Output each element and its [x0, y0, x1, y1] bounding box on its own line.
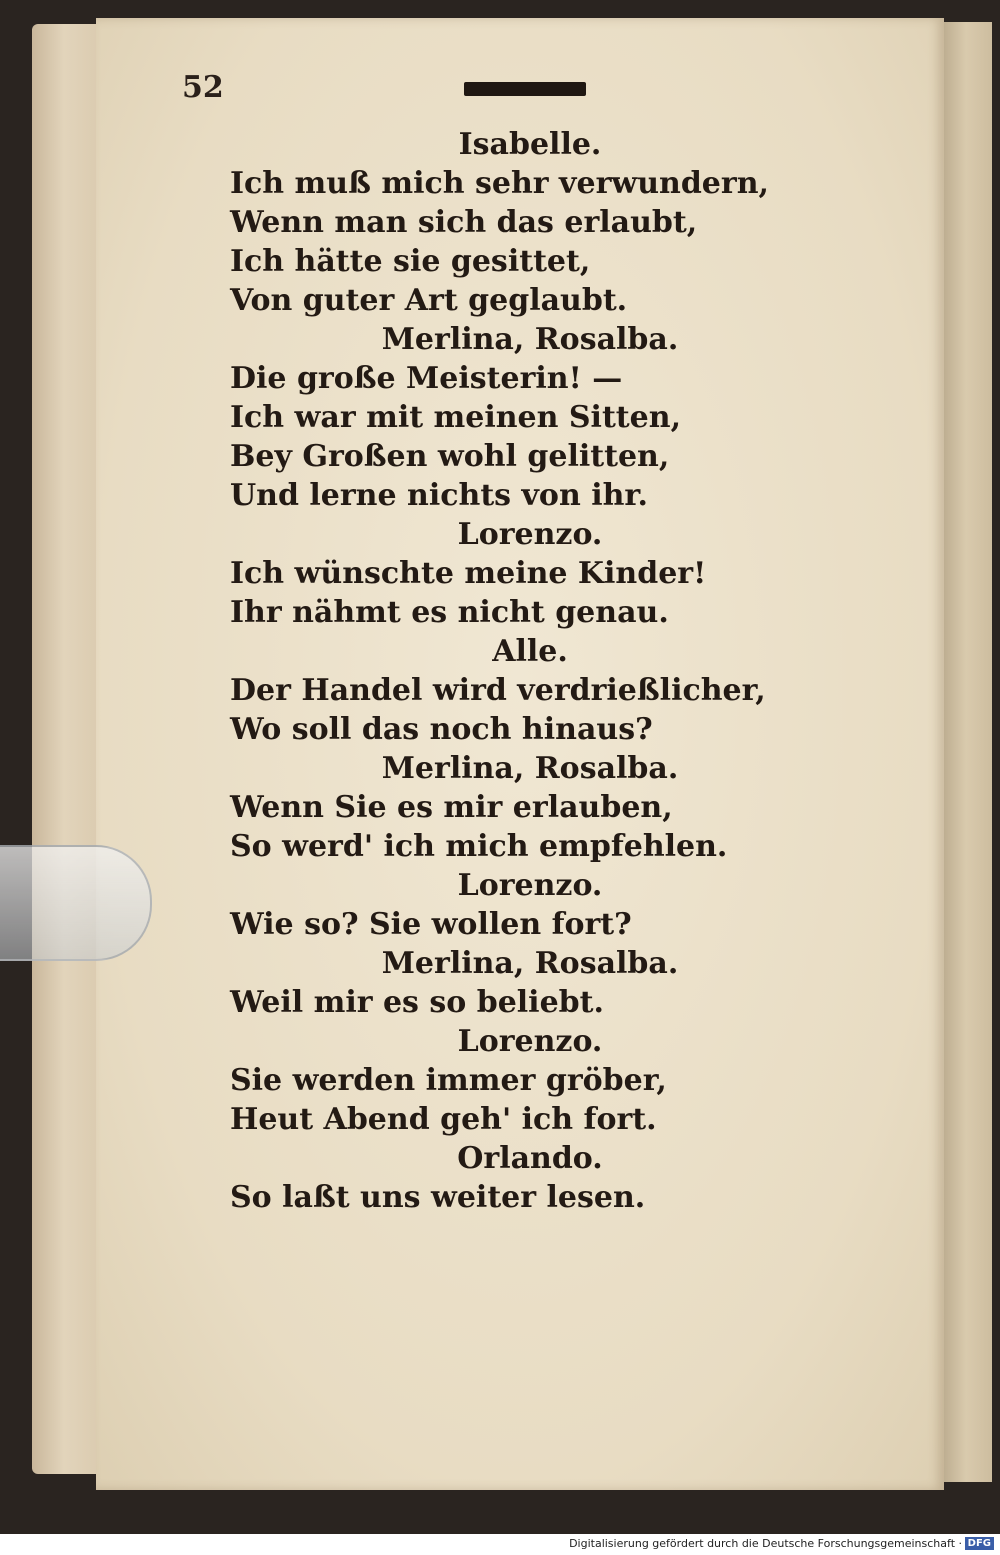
speaker-name: Merlina, Rosalba. — [381, 322, 679, 357]
verse-line: Ihr nähmt es nicht genau. — [230, 595, 669, 630]
funding-credit: Digitalisierung gefördert durch die Deutsche Forschungsgemeinschaft · — [569, 1537, 962, 1550]
verse-line: Der Handel wird verdrießlicher, — [230, 673, 766, 708]
verse-line: Weil mir es so beliebt. — [230, 985, 604, 1020]
speaker-name: Lorenzo. — [457, 1024, 603, 1059]
speaker-name: Isabelle. — [458, 127, 602, 162]
verse-line: Ich wünschte meine Kinder! — [230, 556, 707, 591]
verse-line: So laßt uns weiter lesen. — [230, 1180, 646, 1215]
verse-line: Ich hätte sie gesittet, — [230, 244, 591, 279]
verse-line: Die große Meisterin! — — [230, 361, 623, 396]
verse-line: So werd' ich mich empfehlen. — [230, 829, 728, 864]
verse-line: Von guter Art geglaubt. — [230, 283, 628, 318]
play-text — [230, 125, 790, 1217]
book-clip — [0, 845, 152, 961]
speaker-name: Orlando. — [457, 1141, 603, 1176]
verse-line: Wenn man sich das erlaubt, — [230, 205, 698, 240]
page-number: 52 — [182, 70, 224, 105]
verse-line: Wo soll das noch hinaus? — [230, 712, 653, 747]
header-rule — [464, 82, 586, 96]
verse-line: Wenn Sie es mir erlauben, — [230, 790, 673, 825]
verse-line: Wie so? Sie wollen fort? — [230, 907, 632, 942]
speaker-name: Merlina, Rosalba. — [381, 946, 679, 981]
speaker-name: Lorenzo. — [457, 517, 603, 552]
speaker-name: Alle. — [492, 634, 568, 669]
facing-page-edge — [940, 22, 992, 1482]
verse-line: Ich muß mich sehr verwundern, — [230, 166, 769, 201]
verse-line: Bey Großen wohl gelitten, — [230, 439, 670, 474]
speaker-name: Merlina, Rosalba. — [381, 751, 679, 786]
verse-line: Heut Abend geh' ich fort. — [230, 1102, 657, 1137]
footer-bar — [0, 1534, 1000, 1555]
verse-line: Und lerne nichts von ihr. — [230, 478, 648, 513]
verse-line: Ich war mit meinen Sitten, — [230, 400, 682, 435]
dfg-logo: DFG — [965, 1537, 994, 1550]
speaker-name: Lorenzo. — [457, 868, 603, 903]
verse-line: Sie werden immer gröber, — [230, 1063, 667, 1098]
